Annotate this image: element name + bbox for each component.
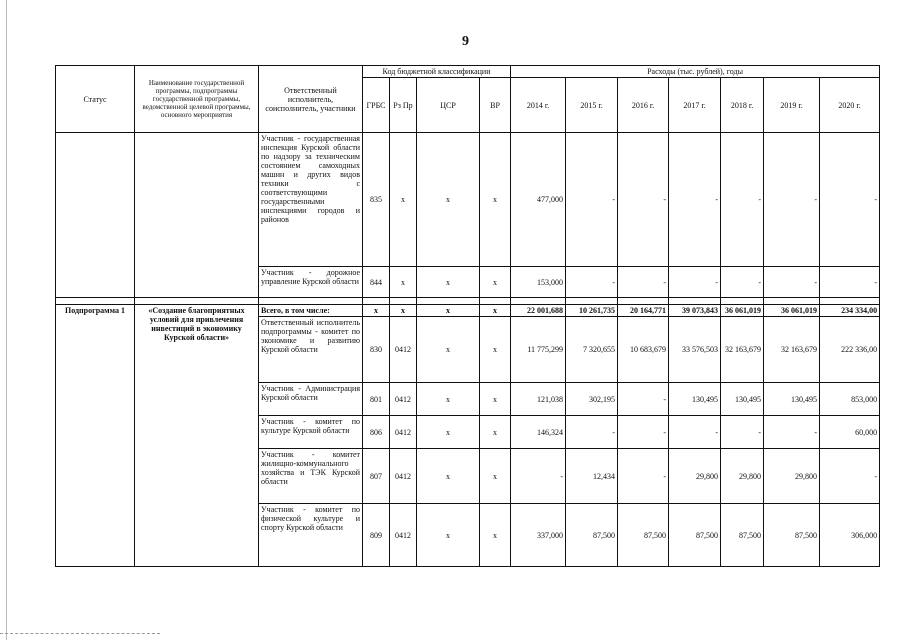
total-label: Всего, в том числе: <box>259 305 363 317</box>
page-number: 9 <box>462 34 469 49</box>
value-cell: 29,800 <box>669 449 721 504</box>
csr-cell: х <box>417 416 480 449</box>
grbs-cell: 830 <box>363 317 390 383</box>
value-cell: 87,500 <box>721 504 764 567</box>
separator-row <box>56 298 880 305</box>
value-cell: - <box>820 133 880 267</box>
participant-cell: Участник - комитет жилищно-коммунального хозяйства и ТЭК Курской области <box>259 449 363 504</box>
value-cell: - <box>618 267 669 298</box>
total-value: 39 073,843 <box>669 305 721 317</box>
value-cell: - <box>618 416 669 449</box>
status-cell <box>56 133 135 298</box>
value-cell: 121,038 <box>511 383 566 416</box>
total-value: 22 001,688 <box>511 305 566 317</box>
value-cell: - <box>764 416 820 449</box>
vr-cell: х <box>480 416 511 449</box>
vr-cell: х <box>480 504 511 567</box>
scan-artifact-line <box>0 633 160 635</box>
participant-cell: Участник - государственная инспекция Курской области по надзору за техническим состоянием самоходных машин и других видов техники с соответствующими государственными инспекциями городов и районов <box>259 133 363 267</box>
rzpr-cell: 0412 <box>390 383 417 416</box>
header-grbs: ГРБС <box>363 78 390 133</box>
grbs-cell: х <box>363 305 390 317</box>
value-cell: 302,195 <box>566 383 618 416</box>
value-cell: - <box>820 449 880 504</box>
grbs-cell: 835 <box>363 133 390 267</box>
participant-cell: Участник - дорожное управление Курской области <box>259 267 363 298</box>
table-row <box>56 133 880 267</box>
header-year: 2019 г. <box>764 78 820 133</box>
header-rzpr: Рз Пр <box>390 78 417 133</box>
value-cell: 853,000 <box>820 383 880 416</box>
value-cell: - <box>669 416 721 449</box>
value-cell: 11 775,299 <box>511 317 566 383</box>
value-cell: 130,495 <box>721 383 764 416</box>
value-cell: 130,495 <box>764 383 820 416</box>
vr-cell: х <box>480 449 511 504</box>
csr-cell: х <box>417 504 480 567</box>
total-value: 234 334,00 <box>820 305 880 317</box>
rzpr-cell: 0412 <box>390 504 417 567</box>
rzpr-cell: х <box>390 305 417 317</box>
value-cell: 337,000 <box>511 504 566 567</box>
total-value: 36 061,019 <box>721 305 764 317</box>
csr-cell: х <box>417 383 480 416</box>
value-cell: - <box>721 133 764 267</box>
value-cell: - <box>618 383 669 416</box>
rzpr-cell: х <box>390 267 417 298</box>
value-cell: 477,000 <box>511 133 566 267</box>
rzpr-cell: 0412 <box>390 317 417 383</box>
value-cell: 32 163,679 <box>764 317 820 383</box>
vr-cell: х <box>480 267 511 298</box>
value-cell: 12,434 <box>566 449 618 504</box>
value-cell: 146,324 <box>511 416 566 449</box>
total-value: 20 164,771 <box>618 305 669 317</box>
grbs-cell: 807 <box>363 449 390 504</box>
value-cell: - <box>566 133 618 267</box>
budget-table <box>55 65 880 567</box>
value-cell: - <box>618 449 669 504</box>
value-cell: 130,495 <box>669 383 721 416</box>
value-cell: - <box>764 267 820 298</box>
subprogram-status: Подпрограмма 1 <box>56 305 135 567</box>
total-value: 36 061,019 <box>764 305 820 317</box>
grbs-cell: 809 <box>363 504 390 567</box>
vr-cell: х <box>480 383 511 416</box>
value-cell: - <box>721 267 764 298</box>
subprogram-total-row <box>56 305 880 317</box>
grbs-cell: 844 <box>363 267 390 298</box>
header-year: 2020 г. <box>820 78 880 133</box>
name-cell <box>135 133 259 298</box>
value-cell: 306,000 <box>820 504 880 567</box>
value-cell: - <box>566 267 618 298</box>
subprogram-name: «Создание благоприятных условий для привлечения инвестиций в экономику Курской области» <box>135 305 259 567</box>
value-cell: 153,000 <box>511 267 566 298</box>
vr-cell: х <box>480 317 511 383</box>
csr-cell: х <box>417 133 480 267</box>
header-expenses: Расходы (тыс. рублей), годы <box>511 66 880 78</box>
rzpr-cell: 0412 <box>390 416 417 449</box>
value-cell: 222 336,00 <box>820 317 880 383</box>
value-cell: 29,800 <box>764 449 820 504</box>
grbs-cell: 801 <box>363 383 390 416</box>
participant-cell: Участник - комитет по культуре Курской области <box>259 416 363 449</box>
csr-cell: х <box>417 449 480 504</box>
header-responsible: Ответственный исполнитель, соисполнитель, участники <box>259 66 363 133</box>
header-budget-code: Код бюджетной классификации <box>363 66 511 78</box>
value-cell: - <box>820 267 880 298</box>
header-vr: ВР <box>480 78 511 133</box>
value-cell: - <box>721 416 764 449</box>
value-cell: 87,500 <box>764 504 820 567</box>
vr-cell: х <box>480 133 511 267</box>
header-year: 2014 г. <box>511 78 566 133</box>
value-cell: - <box>566 416 618 449</box>
value-cell: - <box>669 133 721 267</box>
scan-edge <box>6 0 7 640</box>
header-year: 2018 г. <box>721 78 764 133</box>
csr-cell: х <box>417 305 480 317</box>
total-value: 10 261,735 <box>566 305 618 317</box>
value-cell: - <box>764 133 820 267</box>
header-status: Статус <box>56 66 135 133</box>
csr-cell: х <box>417 267 480 298</box>
value-cell: 60,000 <box>820 416 880 449</box>
value-cell: - <box>669 267 721 298</box>
header-name: Наименование государственной программы, подпрограммы государственной программы, ведомственной целевой программы, основного мероприятия <box>135 66 259 133</box>
value-cell: 33 576,503 <box>669 317 721 383</box>
rzpr-cell: 0412 <box>390 449 417 504</box>
value-cell: - <box>618 133 669 267</box>
value-cell: 7 320,655 <box>566 317 618 383</box>
csr-cell: х <box>417 317 480 383</box>
value-cell: 29,800 <box>721 449 764 504</box>
header-year: 2015 г. <box>566 78 618 133</box>
value-cell: 10 683,679 <box>618 317 669 383</box>
header-csr: ЦСР <box>417 78 480 133</box>
value-cell: 87,500 <box>566 504 618 567</box>
participant-cell: Ответственный исполнитель подпрограммы - комитет по экономике и развитию Курской области <box>259 317 363 383</box>
value-cell: - <box>511 449 566 504</box>
value-cell: 87,500 <box>669 504 721 567</box>
vr-cell: х <box>480 305 511 317</box>
value-cell: 32 163,679 <box>721 317 764 383</box>
header-year: 2016 г. <box>618 78 669 133</box>
value-cell: 87,500 <box>618 504 669 567</box>
participant-cell: Участник - комитет по физической культуре и спорту Курской области <box>259 504 363 567</box>
grbs-cell: 806 <box>363 416 390 449</box>
rzpr-cell: х <box>390 133 417 267</box>
participant-cell: Участник - Администрация Курской области <box>259 383 363 416</box>
header-year: 2017 г. <box>669 78 721 133</box>
